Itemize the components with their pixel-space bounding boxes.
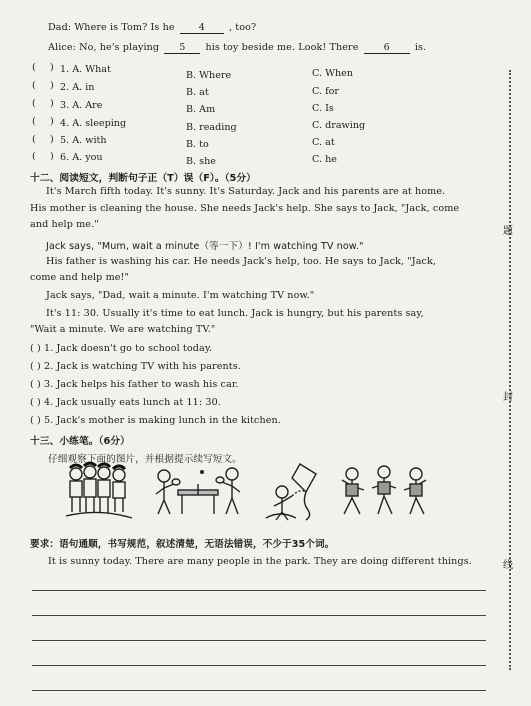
passage-line: It's 11: 30. Usually it's time to eat lunch. Jack is hungry, but his parents say, [46, 308, 424, 319]
option-c: C. Is [312, 103, 334, 114]
answer-paren-close: ) [50, 151, 54, 162]
option-b: B. she [186, 156, 216, 167]
blank-5[interactable]: 5 [164, 42, 200, 54]
option-c: C. he [312, 154, 337, 165]
passage-line: It's March fifth today. It's sunny. It's Saturday. Jack and his parents are at home. [46, 186, 446, 197]
writing-line[interactable] [32, 690, 486, 691]
option-b: B. reading [186, 122, 237, 133]
blank-4[interactable]: 4 [180, 22, 224, 34]
option-a: 1. A. What [60, 64, 111, 75]
option-a: 6. A. you [60, 152, 103, 163]
writing-line[interactable] [32, 590, 486, 591]
picture-children-dancing [338, 458, 430, 522]
option-b: B. to [186, 139, 209, 150]
section-13-header: 十三、小练笔。（6分） [30, 436, 130, 447]
passage-line: Jack says, "Dad, wait a minute. I'm watching TV now." [46, 290, 315, 301]
writing-line[interactable] [32, 640, 486, 641]
picture-ping-pong [152, 458, 244, 522]
answer-paren-open[interactable]: ( [32, 80, 36, 91]
passage-line: His mother is cleaning the house. She needs Jack's help. She says to Jack, "Jack, come [30, 203, 460, 214]
alice-text-mid: his toy beside me. Look! There [205, 42, 359, 53]
writing-line[interactable] [32, 665, 486, 666]
answer-paren-close: ) [50, 98, 54, 109]
answer-paren-close: ) [50, 134, 54, 145]
writing-starter-sentence: It is sunny today. There are many people in the park. They are doing different things. [48, 556, 472, 567]
binding-label-bottom: 线 [503, 560, 513, 571]
picture-kite-flying [262, 458, 330, 522]
dad-question-end: , too? [228, 22, 257, 33]
option-a: 4. A. sleeping [60, 118, 127, 129]
option-c: C. drawing [312, 120, 366, 131]
answer-paren-open[interactable]: ( [32, 98, 36, 109]
binding-label-top: 题 [503, 226, 513, 237]
section-12-header: 十二、阅读短文，判断句子正（T）误（F）。（5分） [30, 173, 256, 184]
picture-children-talking [64, 458, 134, 522]
answer-paren-close: ) [50, 80, 54, 91]
answer-paren-open[interactable]: ( [32, 62, 36, 73]
passage-line: and help me." [30, 219, 99, 230]
option-c: C. When [312, 68, 353, 79]
answer-paren-close: ) [50, 116, 54, 127]
dad-question-text: Dad: Where is Tom? Is he [48, 22, 175, 33]
dialogue-alice-line [48, 42, 426, 54]
tf-statement[interactable]: ( ) 5. Jack's mother is making lunch in the kitchen. [30, 415, 281, 426]
option-c: C. for [312, 86, 340, 97]
writing-line[interactable] [32, 615, 486, 616]
binding-label-mid: 封 [503, 392, 513, 403]
passage-line: His father is washing his car. He needs Jack's help, too. He says to Jack, "Jack, [46, 256, 437, 267]
option-a: 5. A. with [60, 135, 107, 146]
option-b: B. Am [186, 104, 216, 115]
writing-requirement: 要求：语句通顺，书写规范，叙述清楚，无语法错误，不少于35个词。 [30, 539, 335, 550]
tf-statement[interactable]: ( ) 1. Jack doesn't go to school today. [30, 343, 213, 354]
passage-line: "Wait a minute. We are watching TV." [30, 324, 216, 335]
answer-paren-open[interactable]: ( [32, 116, 36, 127]
option-c: C. at [312, 137, 335, 148]
answer-paren-open[interactable]: ( [32, 134, 36, 145]
dialogue-dad-line [48, 22, 256, 34]
passage-line: come and help me!" [30, 272, 130, 283]
blank-6[interactable]: 6 [364, 42, 410, 54]
option-b: B. at [186, 87, 209, 98]
tf-statement[interactable]: ( ) 2. Jack is watching TV with his parents. [30, 361, 241, 372]
tf-statement[interactable]: ( ) 3. Jack helps his father to wash his car. [30, 379, 239, 390]
option-b: B. Where [186, 70, 232, 81]
answer-paren-open[interactable]: ( [32, 151, 36, 162]
writing-instruction: 仔细观察下面的图片，并根据提示续写短文。 [48, 454, 242, 465]
tf-statement[interactable]: ( ) 4. Jack usually eats lunch at 11: 30. [30, 397, 221, 408]
option-a: 3. A. Are [60, 100, 103, 111]
passage-line: Jack says, "Mum, wait a minute（等一下）! I'm watching TV now." [46, 241, 364, 252]
option-a: 2. A. in [60, 82, 95, 93]
alice-text-start: Alice: No, he's playing [48, 42, 160, 53]
alice-text-end: is. [414, 42, 427, 53]
answer-paren-close: ) [50, 62, 54, 73]
binding-margin-line [509, 70, 511, 670]
